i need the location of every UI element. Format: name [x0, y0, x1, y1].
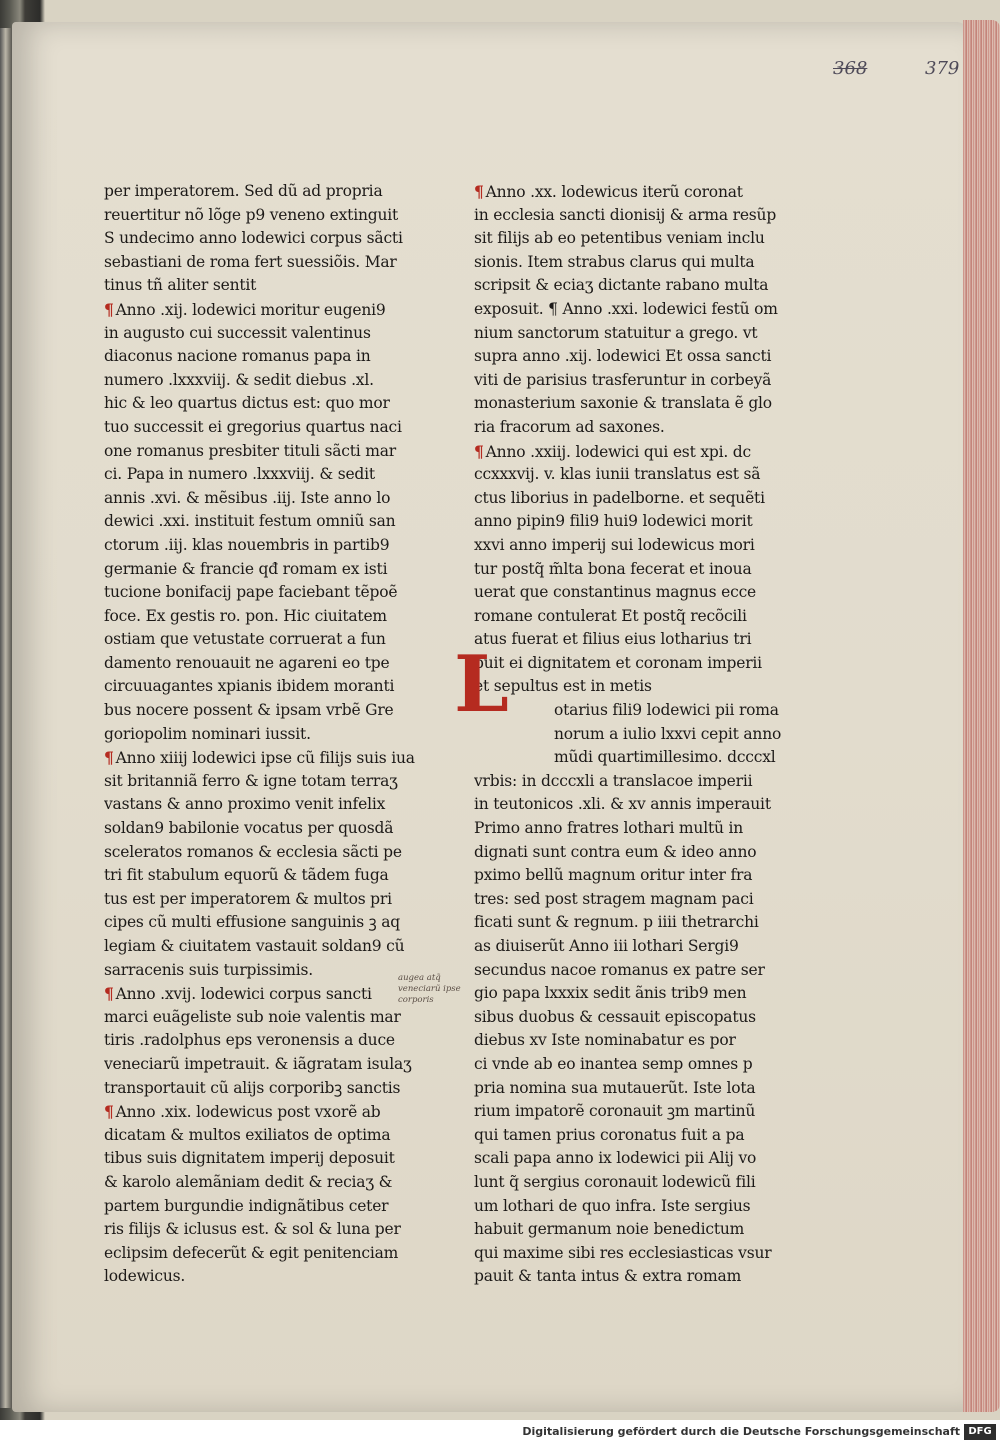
text-line	[104, 1029, 434, 1053]
text-line	[474, 1077, 804, 1101]
text-line	[104, 534, 434, 558]
text-line	[104, 841, 434, 865]
text-line-content: as diuiserũt Anno iii lothari Sergi9	[474, 937, 739, 955]
text-line-content: ficati sunt & regnum. p iiii thetrarchi	[474, 913, 759, 932]
text-line	[104, 699, 434, 723]
text-line	[474, 487, 804, 511]
text-line	[104, 416, 434, 440]
text-line	[104, 959, 434, 983]
text-line	[474, 723, 804, 747]
text-line	[474, 959, 804, 983]
text-line	[104, 274, 434, 298]
text-line	[104, 935, 434, 959]
text-line	[474, 1218, 804, 1242]
text-line-content: buit ei dignitatem et coronam imperii	[474, 653, 762, 672]
text-line	[104, 793, 434, 817]
text-line-content: atus fuerat et filius eius lotharius tri	[474, 630, 752, 649]
text-line-content: lunt q̃ sergius coronauit lodewicũ fili	[474, 1172, 756, 1191]
text-line	[104, 1242, 434, 1266]
text-line	[104, 982, 434, 1006]
text-line-content: S undecimo anno lodewici corpus sãcti	[104, 229, 403, 248]
text-line	[104, 322, 434, 346]
text-line	[104, 204, 434, 228]
text-line	[104, 1100, 434, 1124]
text-line-content: ci vnde ab eo inantea semp omnes p	[474, 1054, 753, 1073]
text-line	[474, 298, 804, 322]
text-line-content: Anno .xxiij. lodewici qui est xpi. dc	[485, 442, 751, 461]
text-line-content: ccxxxvij. v. klas iunii translatus est sã	[474, 465, 761, 484]
text-line-content: Primo anno fratres lothari multũ in	[474, 819, 744, 838]
text-line-content: sit filijs ab eo petentibus veniam inclu	[474, 229, 765, 248]
text-line	[474, 1053, 804, 1077]
text-line-content: ctorum .iij. klas nouembris in partib9	[104, 535, 390, 554]
text-line-content: otarius fili9 lodewici pii roma	[554, 701, 779, 720]
text-line	[474, 888, 804, 912]
text-line-content: dignati sunt contra eum & ideo anno	[474, 842, 757, 861]
text-line	[104, 1077, 434, 1101]
text-line-content: tur postq̃ m̃lta bona fecerat et inoua	[474, 559, 752, 578]
text-line	[474, 581, 804, 605]
text-line-content: soldan9 babilonie vocatus per quosdã	[104, 819, 394, 838]
text-line	[474, 416, 804, 440]
text-line-content: sebastiani de roma fert suessiõis. Mar	[104, 252, 397, 271]
text-line	[474, 1006, 804, 1030]
text-line-content: exposuit. ¶ Anno .xxi. lodewici festũ om	[474, 299, 778, 318]
text-line	[474, 817, 804, 841]
text-line-content: in ecclesia sancti dionisij & arma resũp	[474, 205, 777, 224]
text-line-content: reuertitur nõ lõge p9 veneno extinguit	[104, 205, 399, 224]
text-line	[474, 510, 804, 534]
text-line-content: legiam & ciuitatem vastauit soldan9 cũ	[104, 937, 405, 955]
text-line-content: ctus liborius in padelborne. et sequẽti	[474, 488, 765, 507]
text-line	[474, 1100, 804, 1124]
text-line	[474, 699, 804, 723]
text-line-content: in teutonicos .xli. & xv annis imperauit	[474, 795, 771, 814]
text-line	[104, 392, 434, 416]
text-line-content: eclipsim defecerũt & egit penitenciam	[104, 1243, 399, 1262]
text-line-content: et sepultus est in metis	[474, 677, 652, 696]
text-line	[104, 1147, 434, 1171]
right-text-column	[474, 180, 804, 1289]
text-line	[474, 392, 804, 416]
text-line-content: bus nocere possent & ipsam vrbẽ Gre	[104, 701, 394, 720]
text-line-content: scali papa anno ix lodewici pii Alij vo	[474, 1149, 757, 1168]
text-line	[104, 770, 434, 794]
text-line-content: secundus nacoe romanus ex patre ser	[474, 960, 765, 979]
text-line-content: ris filijs & iclusus est. & sol & luna per	[104, 1220, 401, 1239]
text-line-content: in augusto cui successit valentinus	[104, 323, 371, 342]
text-line	[474, 251, 804, 275]
text-line	[104, 1006, 434, 1030]
rubric-paragraph-mark: ¶	[104, 748, 114, 768]
text-line-content: romane contulerat Et postq̃ recõcili	[474, 606, 747, 625]
text-line-content: monasterium saxonie & translata ẽ glo	[474, 394, 772, 413]
text-line-content: diaconus nacione romanus papa in	[104, 347, 371, 366]
text-line-content: tuo successit ei gregorius quartus naci	[104, 417, 402, 436]
text-line-content: viti de parisius trasferuntur in corbeyã	[474, 370, 772, 389]
text-line-content: Anno .xvij. lodewici corpus sancti	[115, 985, 372, 1004]
text-line-content: scripsit & eciaʒ dictante rabano multa	[474, 276, 769, 295]
text-line	[104, 888, 434, 912]
text-line-content: nium sanctorum statuitur a grego. vt	[474, 323, 758, 342]
text-line-content: qui tamen prius coronatus fuit a pa	[474, 1125, 745, 1144]
folio-number: 379	[925, 58, 960, 79]
text-line-content: vastans & anno proximo venit infelix	[104, 795, 386, 814]
text-line-content: rium impatorẽ coronauit ꝫm martinũ	[474, 1102, 756, 1121]
text-line	[474, 652, 804, 676]
text-line	[474, 675, 804, 699]
text-line-content: lodewicus.	[104, 1267, 186, 1286]
text-line-content: marci euãgeliste sub noie valentis mar	[104, 1007, 401, 1026]
text-line-content: ostiam que vetustate corruerat a fun	[104, 630, 386, 649]
text-line-content: xxvi anno imperij sui lodewicus mori	[474, 535, 755, 554]
text-line	[104, 1053, 434, 1077]
text-line-content: Anno .xij. lodewici moritur eugeni9	[115, 300, 386, 319]
text-line-content: & karolo alemãniam dedit & reciaʒ &	[104, 1172, 393, 1191]
text-line	[104, 298, 434, 322]
text-line	[474, 274, 804, 298]
text-line	[474, 322, 804, 346]
text-line-content: anno pipin9 fili9 hui9 lodewici morit	[474, 512, 753, 531]
text-line-content: sarracenis suis turpissimis.	[104, 960, 314, 979]
text-line	[474, 1147, 804, 1171]
text-line	[104, 1124, 434, 1148]
rubric-paragraph-mark: ¶	[104, 1102, 114, 1122]
text-line	[104, 675, 434, 699]
text-line	[474, 369, 804, 393]
text-line-content: supra anno .xij. lodewici Et ossa sancti	[474, 347, 772, 366]
text-line	[104, 510, 434, 534]
text-line	[474, 1242, 804, 1266]
text-line	[104, 180, 434, 204]
text-line	[474, 1029, 804, 1053]
text-line	[104, 369, 434, 393]
text-line-content: dicatam & multos exiliatos de optima	[104, 1125, 391, 1144]
decorated-initial: L	[454, 639, 509, 730]
text-line	[474, 345, 804, 369]
text-line-content: norum a iulio lxxvi cepit anno	[554, 724, 782, 743]
text-line	[104, 558, 434, 582]
text-line-content: sibus duobus & cessauit episcopatus	[474, 1007, 756, 1026]
text-line	[104, 251, 434, 275]
text-line-content: gio papa lxxxix sedit ãnis trib9 men	[474, 984, 747, 1003]
text-line-content: cipes cũ multi effusione sanguinis ꝫ aq	[104, 913, 400, 932]
text-line	[474, 1195, 804, 1219]
text-line-content: hic & leo quartus dictus est: quo mor	[104, 394, 390, 413]
text-line-content: per imperatorem. Sed dũ ad propria	[104, 182, 383, 200]
text-line-content: diebus xv Iste nominabatur es por	[474, 1031, 736, 1050]
text-line	[104, 227, 434, 251]
text-line	[104, 1265, 434, 1289]
text-line-content: vrbis: in dcccxli a translacoe imperii	[474, 771, 753, 790]
text-line	[104, 652, 434, 676]
text-line-content: mũdi quartimillesimo. dcccxl	[554, 748, 776, 767]
text-line	[474, 841, 804, 865]
text-line	[474, 864, 804, 888]
text-line-content: sceleratos romanos & ecclesia sãcti pe	[104, 842, 402, 861]
text-line-content: sionis. Item strabus clarus qui multa	[474, 252, 755, 271]
text-line	[104, 628, 434, 652]
text-line	[104, 746, 434, 770]
text-line-content: foce. Ex gestis ro. pon. Hic ciuitatem	[104, 606, 387, 625]
text-line-content: Anno .xix. lodewicus post vxorẽ ab	[115, 1103, 381, 1122]
text-line	[474, 628, 804, 652]
text-line-content: ci. Papa in numero .lxxxviij. & sedit	[104, 465, 375, 484]
left-text-column	[104, 180, 434, 1289]
text-line	[104, 911, 434, 935]
footer-credit: Digitalisierung gefördert durch die Deutsche Forschungsgemeinschaft	[522, 1425, 960, 1438]
text-line	[104, 487, 434, 511]
text-line	[474, 770, 804, 794]
text-line-content: dewici .xxi. instituit festum omniũ san	[104, 512, 396, 531]
folio-number-old: 368	[833, 58, 868, 79]
text-line-content: goriopolim nominari iussit.	[104, 724, 311, 743]
marginal-note: augea atq̃ veneciarũ ipse corporis	[398, 973, 461, 1005]
text-line-content: transportauit cũ alijs corporibꝫ sanctis	[104, 1078, 401, 1097]
text-line-content: tiris .radolphus eps veronensis a duce	[104, 1031, 395, 1050]
text-line-content: pauit & tanta intus & extra romam	[474, 1267, 742, 1286]
text-line	[474, 1265, 804, 1289]
text-line-content: um lothari de quo infra. Iste sergius	[474, 1196, 751, 1215]
dfg-logo: DFG	[964, 1424, 996, 1440]
text-line-content: circuuagantes xpianis ibidem moranti	[104, 677, 395, 696]
text-line-content: Anno xiiij lodewici ipse cũ filijs suis iua	[115, 749, 415, 768]
text-line	[104, 864, 434, 888]
text-line-content: annis .xvi. & mẽsibus .iij. Iste anno lo	[104, 488, 391, 507]
rubric-paragraph-mark: ¶	[474, 441, 484, 461]
text-line	[474, 1171, 804, 1195]
text-line-content: numero .lxxxviij. & sedit diebus .xl.	[104, 370, 374, 389]
text-line-content: pximo bellũ magnum oritur inter fra	[474, 866, 753, 885]
text-line	[104, 345, 434, 369]
text-line	[104, 723, 434, 747]
text-line	[474, 605, 804, 629]
text-line	[474, 180, 804, 204]
text-line-content: one romanus presbiter tituli sãcti mar	[104, 441, 396, 460]
text-line-content: pria nomina sua mutauerũt. Iste lota	[474, 1078, 756, 1097]
text-line-content: Anno .xx. lodewicus iterũ coronat	[485, 183, 743, 201]
text-line	[104, 581, 434, 605]
text-line	[104, 463, 434, 487]
text-line-content: tres: sed post stragem magnam paci	[474, 889, 754, 908]
rubric-paragraph-mark: ¶	[104, 299, 114, 319]
text-line-content: veneciarũ impetrauit. & iãgratam isulaʒ	[104, 1054, 412, 1073]
text-line-content: tucione bonifacij pape faciebant tẽpoẽ	[104, 583, 398, 602]
text-line	[104, 817, 434, 841]
text-line-content: habuit germanum noie benedictum	[474, 1220, 745, 1239]
text-line-content: germanie & francie qđ romam ex isti	[104, 559, 388, 578]
text-line-content: tus est per imperatorem & multos pri	[104, 889, 392, 908]
text-line	[474, 534, 804, 558]
page-edges	[963, 20, 1000, 1412]
text-line	[474, 440, 804, 464]
text-line	[474, 558, 804, 582]
text-line	[104, 605, 434, 629]
text-line-content: ria fracorum ad saxones.	[474, 417, 665, 436]
text-line	[474, 204, 804, 228]
text-line	[474, 793, 804, 817]
text-line-content: uerat que constantinus magnus ecce	[474, 583, 757, 602]
text-line-content: damento renouauit ne agareni eo tpe	[104, 653, 390, 672]
text-line	[474, 463, 804, 487]
rubric-paragraph-mark: ¶	[474, 182, 484, 201]
text-line	[474, 911, 804, 935]
text-line	[104, 1195, 434, 1219]
text-line	[474, 227, 804, 251]
text-line-content: tinus tñ aliter sentit	[104, 276, 257, 295]
text-line	[104, 1218, 434, 1242]
text-line-content: tri fit stabulum equorũ & tãdem fuga	[104, 866, 389, 885]
text-line-content: tibus suis dignitatem imperij deposuit	[104, 1149, 395, 1168]
text-line-content: partem burgundie indignãtibus ceter	[104, 1196, 389, 1215]
text-line	[474, 746, 804, 770]
text-line	[104, 1171, 434, 1195]
rubric-paragraph-mark: ¶	[104, 984, 114, 1004]
text-line	[474, 1124, 804, 1148]
text-line-content: qui maxime sibi res ecclesiasticas vsur	[474, 1243, 772, 1262]
text-line-content: sit britanniã ferro & igne totam terraʒ	[104, 771, 398, 790]
text-line	[104, 440, 434, 464]
text-line	[474, 935, 804, 959]
text-line	[474, 982, 804, 1006]
